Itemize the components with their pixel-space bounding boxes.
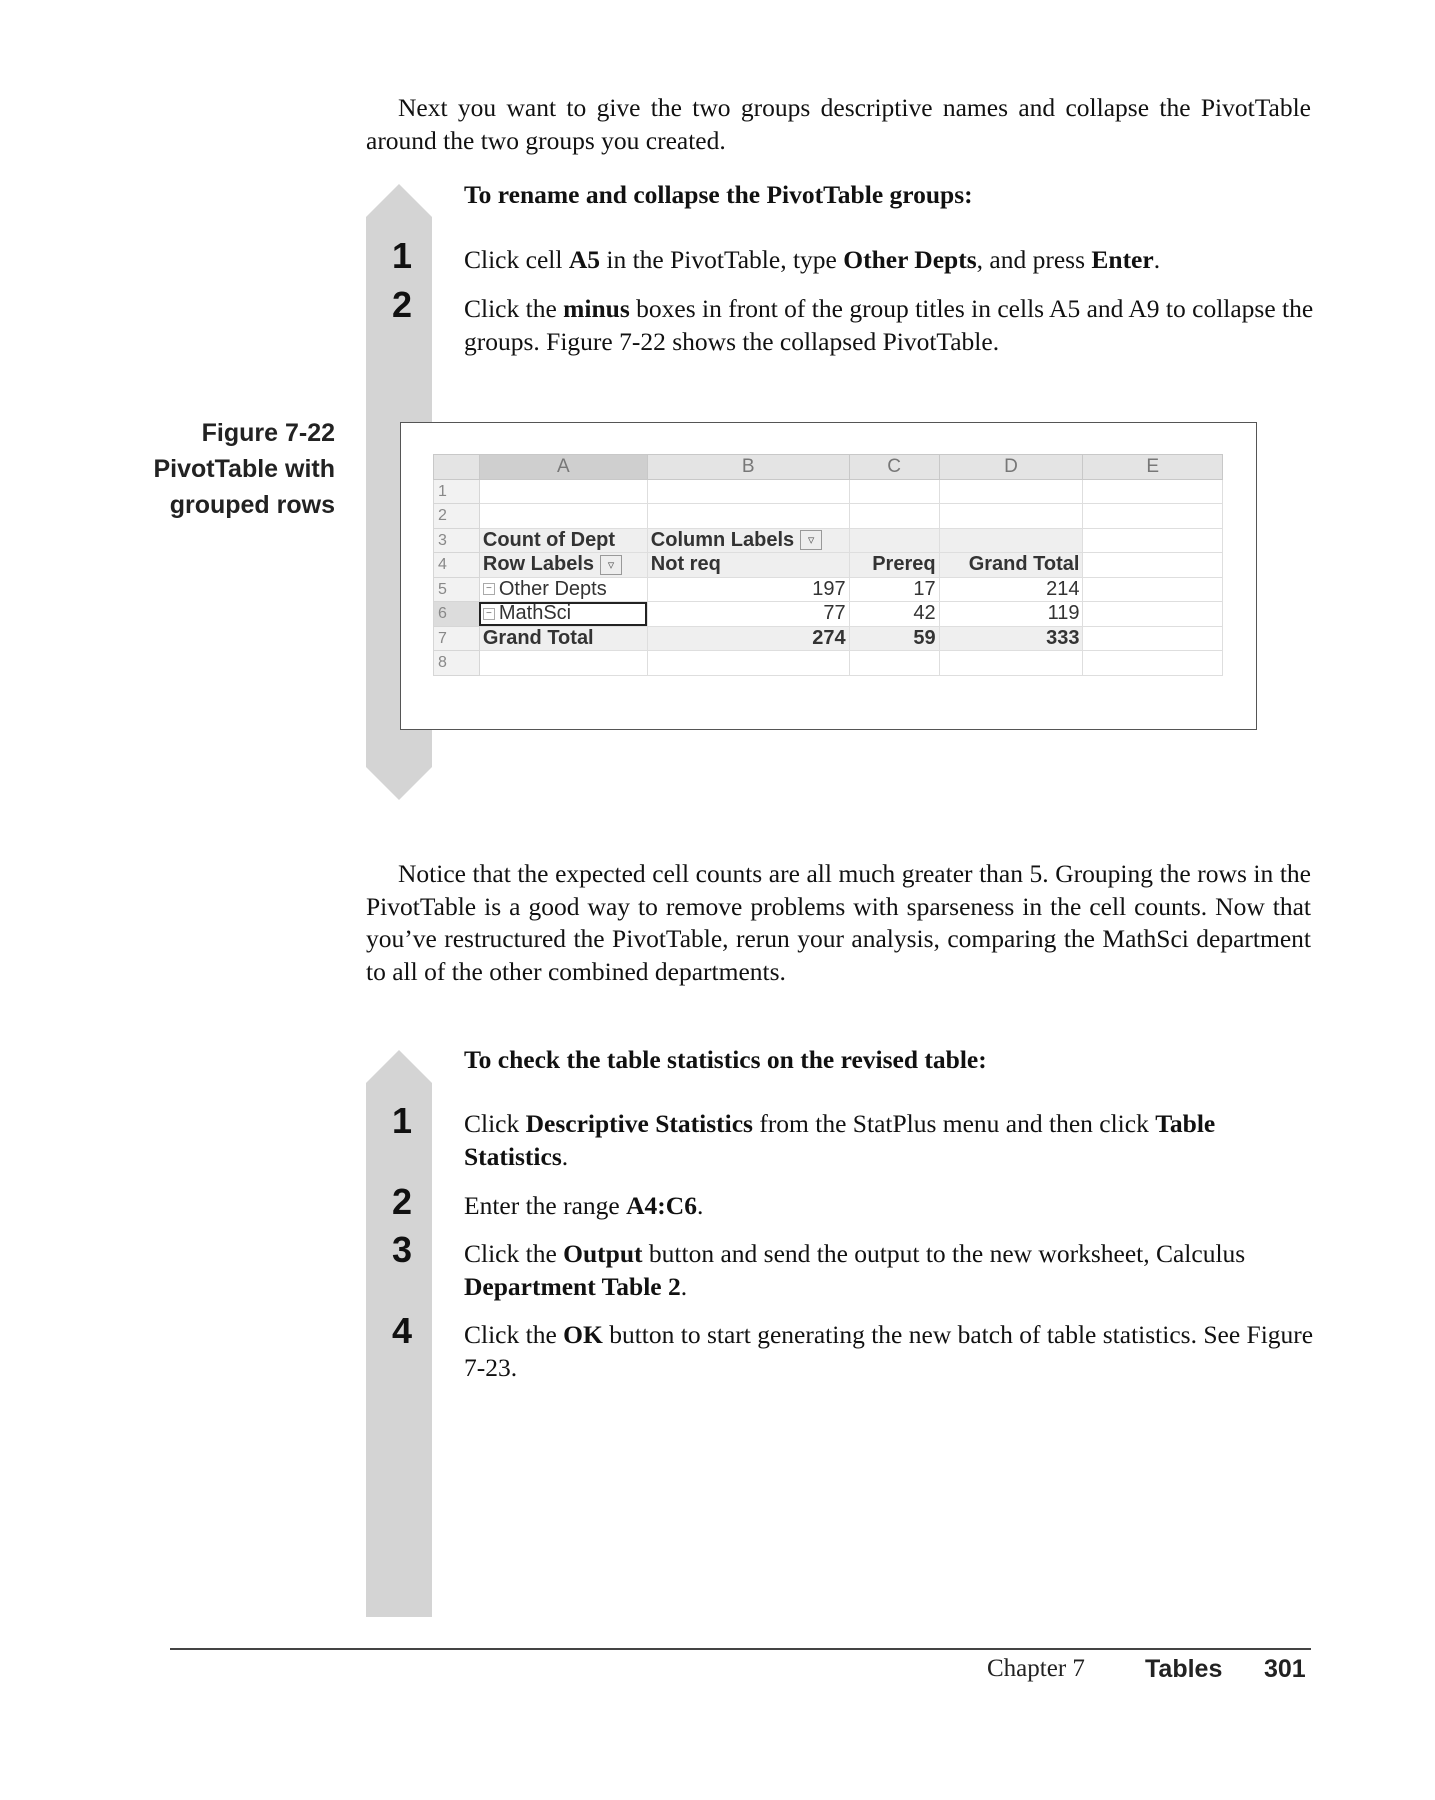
section2-step4: Click the OK button to start generating the new batch of table statistics. See Figure 7-23. (464, 1320, 1314, 1382)
collapse-box-icon[interactable]: − (483, 608, 495, 620)
section2-step3-number: 3 (391, 1229, 413, 1270)
section2-step2-number: 2 (391, 1181, 413, 1222)
section2-step3: Click the Output button and send the output to the new worksheet, Calculus Department Table 2. (464, 1239, 1246, 1301)
section1-heading: To rename and collapse the PivotTable groups: (464, 180, 973, 209)
cell-b5[interactable]: 197 (647, 577, 849, 602)
cell-a3[interactable]: Count of Dept (479, 528, 647, 553)
cell[interactable] (479, 479, 647, 504)
spreadsheet (433, 454, 1223, 696)
column-header-d[interactable]: D (939, 455, 1083, 480)
cell-b7[interactable]: 274 (647, 626, 849, 651)
table-row (434, 553, 1223, 578)
cell[interactable] (479, 651, 647, 676)
cell[interactable] (1083, 479, 1223, 504)
cell[interactable] (647, 651, 849, 676)
section2-step1-number: 1 (391, 1100, 413, 1141)
table-row (434, 479, 1223, 504)
spreadsheet-grid (433, 454, 1223, 676)
table-row (434, 577, 1223, 602)
section1-step2: Click the minus boxes in front of the group titles in cells A5 and A9 to collapse the groups. Figure 7-22 shows the collapsed PivotTable. (464, 294, 1314, 356)
cell-d7[interactable]: 333 (939, 626, 1083, 651)
filter-icon[interactable]: ▿ (600, 555, 622, 575)
cell-b4[interactable]: Not req (647, 553, 849, 578)
cell-a4[interactable] (479, 553, 647, 578)
column-header-a[interactable]: A (479, 455, 647, 480)
row-header-8[interactable]: 8 (434, 651, 480, 676)
section1-step1: Click cell A5 in the PivotTable, type Other Depts, and press Enter. (464, 245, 1161, 274)
cell-c4[interactable]: Prereq (849, 553, 939, 578)
cell-b6[interactable]: 77 (647, 602, 849, 627)
section2-step4-number: 4 (391, 1310, 413, 1351)
cell[interactable] (1083, 553, 1223, 578)
cell[interactable] (647, 479, 849, 504)
section2-step1: Click Descriptive Statistics from the StatPlus menu and then click Table Statistics. (464, 1109, 1216, 1171)
cell[interactable] (1083, 577, 1223, 602)
row-labels-text: Row Labels (482, 553, 595, 576)
cell-a7[interactable]: Grand Total (479, 626, 647, 651)
column-header-b[interactable]: B (647, 455, 849, 480)
column-header-e[interactable]: E (1083, 455, 1223, 480)
footer-chapter: Chapter 7 (987, 1655, 1085, 1682)
table-row (434, 602, 1223, 627)
intro-paragraph: Next you want to give the two groups descriptive names and collapse the PivotTable around the two groups you created. (366, 93, 1311, 155)
middle-paragraph: Notice that the expected cell counts are all much greater than 5. Grouping the rows in the PivotTable is a good way to remove problems with sparseness in the cell counts. Now that you’ve restructured the PivotTable, rerun your analysis, comparing the MathSci department to all of the other combined departments. (366, 859, 1311, 986)
page-number: 301 (1264, 1655, 1306, 1683)
cell-d4[interactable]: Grand Total (939, 553, 1083, 578)
cell-c7[interactable]: 59 (849, 626, 939, 651)
column-header-row (434, 455, 1223, 480)
cell[interactable] (849, 504, 939, 529)
row-header-2[interactable]: 2 (434, 504, 480, 529)
row-header-5[interactable]: 5 (434, 577, 480, 602)
row-header-1[interactable]: 1 (434, 479, 480, 504)
cell[interactable] (1083, 528, 1223, 553)
row-header-7[interactable]: 7 (434, 626, 480, 651)
cell[interactable] (1083, 651, 1223, 676)
column-header-c[interactable]: C (849, 455, 939, 480)
table-row (434, 528, 1223, 553)
cell-d6[interactable]: 119 (939, 602, 1083, 627)
cell[interactable] (647, 504, 849, 529)
footer-title: Tables (1145, 1655, 1223, 1683)
cell[interactable] (939, 651, 1083, 676)
cell-c5[interactable]: 17 (849, 577, 939, 602)
filter-icon[interactable]: ▿ (800, 530, 822, 550)
figure-label: Figure 7-22 (201, 419, 335, 447)
cell[interactable] (939, 479, 1083, 504)
table-row (434, 504, 1223, 529)
section1-step2-number: 2 (391, 284, 413, 325)
row-header-6[interactable]: 6 (434, 602, 480, 627)
figure-pivottable (400, 422, 1257, 730)
figure-caption (100, 415, 335, 523)
figure-caption-line1: PivotTable with (153, 455, 335, 483)
cell[interactable] (939, 528, 1083, 553)
cell-a6[interactable]: − MathSci (479, 602, 647, 627)
table-row (434, 651, 1223, 676)
cell-b3[interactable] (647, 528, 849, 553)
cell[interactable] (1083, 504, 1223, 529)
select-all-corner[interactable] (434, 455, 480, 480)
column-labels-text: Column Labels (650, 528, 795, 551)
row-header-3[interactable]: 3 (434, 528, 480, 553)
collapse-box-icon[interactable]: − (483, 583, 495, 595)
cell-c6[interactable]: 42 (849, 602, 939, 627)
row-header-4[interactable]: 4 (434, 553, 480, 578)
cell-d5[interactable]: 214 (939, 577, 1083, 602)
cell[interactable] (849, 479, 939, 504)
cell[interactable] (1083, 602, 1223, 627)
cell[interactable] (1083, 626, 1223, 651)
section2-step2: Enter the range A4:C6. (464, 1191, 704, 1220)
section1-step1-number: 1 (391, 235, 413, 276)
figure-caption-line2: grouped rows (169, 491, 335, 519)
section2-heading: To check the table statistics on the revised table: (464, 1045, 987, 1074)
cell[interactable] (849, 528, 939, 553)
footer-rule (170, 1648, 1311, 1650)
cell[interactable] (849, 651, 939, 676)
cell-a5[interactable]: − Other Depts (479, 577, 647, 602)
table-row (434, 626, 1223, 651)
cell[interactable] (479, 504, 647, 529)
cell[interactable] (939, 504, 1083, 529)
